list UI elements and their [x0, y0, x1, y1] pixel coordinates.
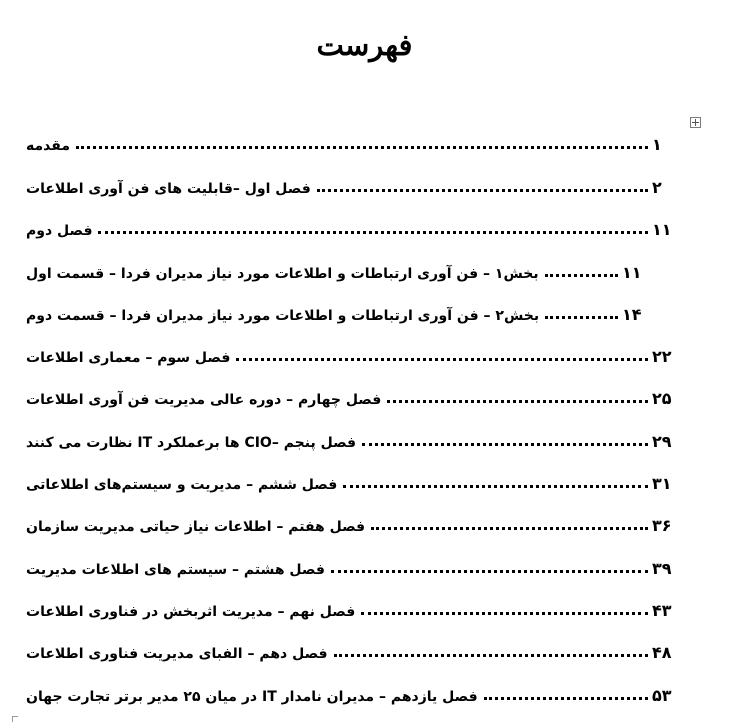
toc-entry-page: ۲ — [652, 178, 662, 197]
toc-entry-label: فصل دهم – الفبای مدیریت فناوری اطلاعات — [26, 646, 328, 662]
dot-leader — [334, 654, 648, 657]
toc-entry-page: ۴۳ — [652, 601, 672, 620]
toc-entry-page: ۱ — [652, 135, 662, 154]
dot-leader — [362, 443, 648, 446]
dot-leader — [361, 612, 648, 615]
toc-entry[interactable] — [24, 679, 684, 705]
toc-entry-label: فصل اول –قابلیت های فن آوری اطلاعات — [26, 181, 311, 197]
dot-leader — [387, 400, 648, 403]
toc-entry[interactable] — [24, 594, 684, 620]
toc-entry-page: ۱۴ — [622, 305, 642, 324]
toc-subentry[interactable] — [24, 298, 654, 324]
dot-leader — [98, 231, 648, 234]
toc-entry-label: فصل سوم – معماری اطلاعات — [26, 350, 231, 366]
toc-entry[interactable] — [24, 128, 684, 154]
toc-entry-page: ۳۹ — [652, 559, 672, 578]
dot-leader — [317, 189, 648, 192]
toc-entry-label: فصل دوم — [26, 223, 93, 239]
toc-entry[interactable] — [24, 382, 684, 408]
toc-entry-page: ۱۱ — [652, 220, 672, 239]
toc-entry-page: ۳۶ — [652, 516, 672, 535]
toc-entry-page: ۲۵ — [652, 389, 672, 408]
toc-entry-label: فصل چهارم – دوره عالی مدیریت فن آوری اطلاعات — [26, 392, 382, 408]
toc-entry[interactable] — [24, 636, 684, 662]
toc-entry-label: مقدمه — [26, 138, 70, 154]
dot-leader — [371, 527, 648, 530]
toc-entry-label: فصل پنجم –CIO ها برعملکرد IT نظارت می کنند — [26, 435, 357, 451]
toc-entry-page: ۱۱ — [622, 263, 642, 282]
toc-entry-page: ۳۱ — [652, 474, 672, 493]
dot-leader — [484, 697, 648, 700]
toc-entry[interactable] — [24, 171, 684, 197]
paragraph-corner-mark — [12, 716, 18, 722]
toc-entry[interactable] — [24, 509, 684, 535]
toc-entry-label: فصل هشتم – سیستم های اطلاعات مدیریت — [26, 562, 325, 578]
toc-entry[interactable] — [24, 340, 684, 366]
toc-entry[interactable] — [24, 467, 684, 493]
toc-entry-label: بخش۲ – فن آوری ارتباطات و اطلاعات مورد نیاز مدیران فردا – قسمت دوم — [26, 308, 540, 324]
dot-leader — [343, 485, 648, 488]
toc-entry-page: ۴۸ — [652, 643, 672, 662]
toc-entry-label: بخش۱ – فن آوری ارتباطات و اطلاعات مورد نیاز مدیران فردا – قسمت اول — [26, 266, 539, 282]
toc-entry[interactable] — [24, 213, 684, 239]
page-title: فهرست — [316, 28, 413, 62]
toc-entry-label: فصل نهم – مدیریت اثربخش در فناوری اطلاعات — [26, 604, 356, 620]
toc-subentry[interactable] — [24, 256, 654, 282]
toc-entry[interactable] — [24, 552, 684, 578]
toc-entry-page: ۲۹ — [652, 432, 672, 451]
toc-entry-page: ۲۲ — [652, 347, 672, 366]
dot-leader — [545, 274, 618, 277]
dot-leader — [236, 358, 648, 361]
toc-entry-page: ۵۳ — [652, 686, 672, 705]
toc-entry-label: فصل ششم – مدیریت و سیستم‌های اطلاعاتی — [26, 477, 338, 493]
toc-entry[interactable] — [24, 425, 684, 451]
toc-entry-label: فصل یازدهم – مدیران نامدار IT در میان ۲۵ مدیر برتر تجارت جهان — [26, 689, 478, 705]
dot-leader — [76, 146, 648, 149]
toc-entry-label: فصل هفتم – اطلاعات نیاز حیاتی مدیریت سازمان — [26, 519, 366, 535]
dot-leader — [331, 570, 648, 573]
dot-leader — [545, 316, 618, 319]
